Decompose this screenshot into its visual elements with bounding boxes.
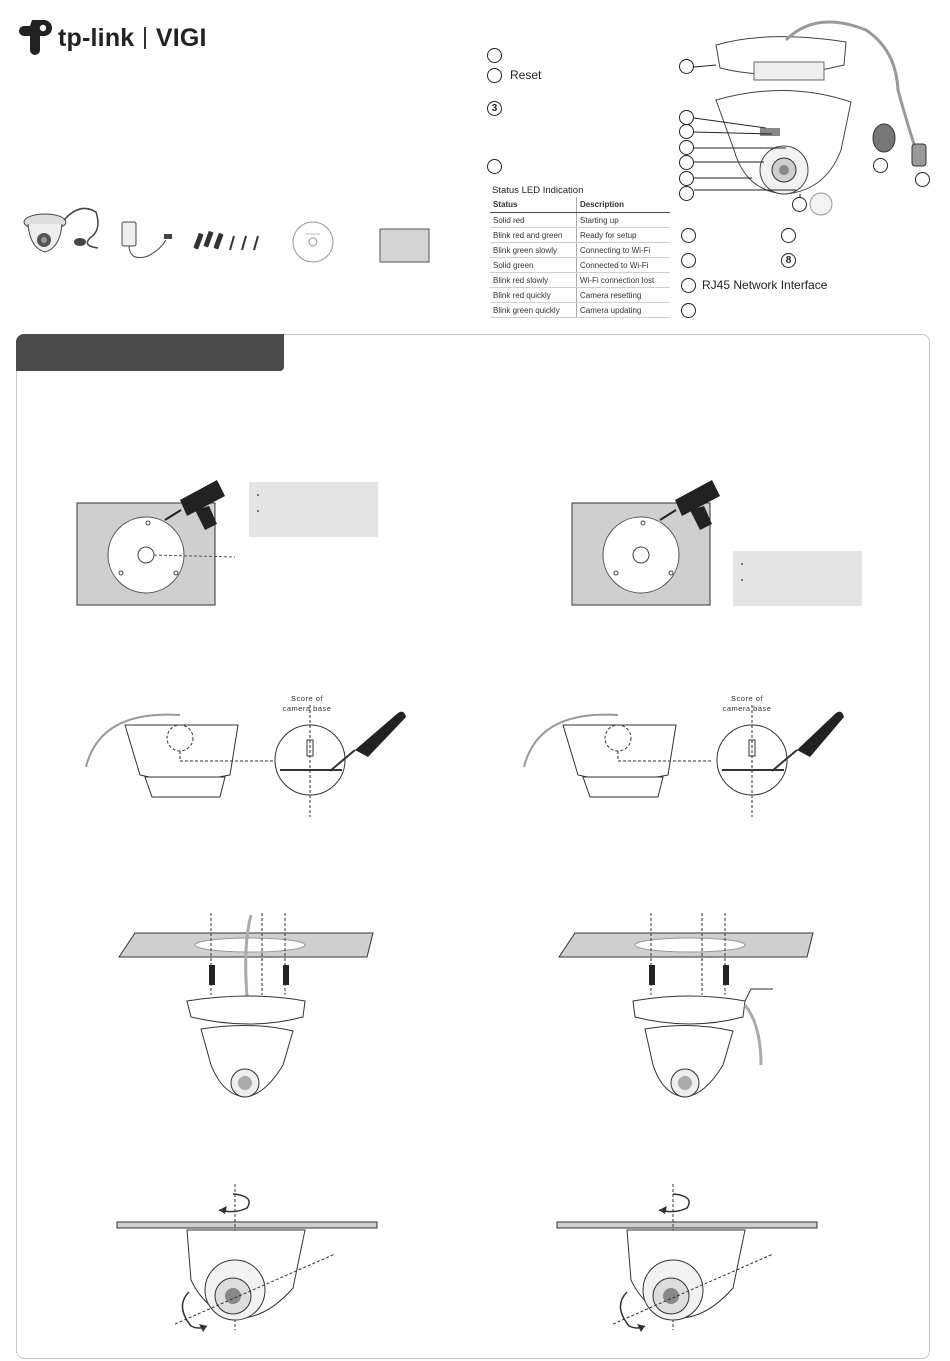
label-box (380, 229, 429, 262)
drill-step-left (70, 470, 250, 610)
diagram-callout-h (792, 197, 807, 212)
product-line: VIGI (155, 23, 207, 52)
table-row (490, 243, 670, 258)
diagram-callout-f (679, 171, 694, 186)
screwdriver-icon (772, 712, 844, 771)
installation-section-tab (16, 334, 284, 371)
screwdriver-icon (330, 712, 406, 771)
callout-3-circle: 3 (487, 101, 502, 116)
lower-callout-rj45 (681, 278, 696, 293)
status-cell: Blink red slowly (490, 273, 577, 288)
lower-callout-3 (681, 253, 696, 268)
score-label-line1: Score of (731, 694, 763, 703)
rj45-label: RJ45 Network Interface (702, 278, 828, 292)
note-bullet (751, 560, 862, 576)
brand-name: tp-link (58, 23, 135, 52)
table-row (490, 273, 670, 288)
package-contents (20, 200, 440, 270)
drill-step-right (565, 470, 745, 610)
camera-exploded-diagram (676, 10, 946, 225)
mount-step-left (115, 905, 380, 1110)
diagram-callout-i (873, 158, 888, 173)
brand-divider (144, 27, 146, 49)
description-cell: Connected to Wi-Fi (577, 258, 671, 273)
note-bullet (267, 491, 378, 507)
lower-callout-6 (681, 303, 696, 318)
adjust-step-right (555, 1180, 820, 1340)
mounting-template-illustration (293, 222, 333, 262)
power-adapter-illustration (122, 222, 172, 258)
header-description: Description (577, 197, 671, 213)
adjust-step-left (115, 1180, 380, 1340)
callout-4-circle (487, 159, 502, 174)
description-cell: Wi-Fi connection lost (577, 273, 671, 288)
description-cell: Camera resetting (577, 288, 671, 303)
score-label-line2: camera base (722, 704, 772, 713)
led-status-table (490, 197, 670, 318)
callout-reset-label: Reset (510, 68, 542, 82)
diagram-callout-b (679, 110, 694, 125)
mount-step-right (555, 905, 820, 1110)
header-status: Status (490, 197, 577, 213)
description-cell: Ready for setup (577, 228, 671, 243)
note-bullet (751, 576, 862, 592)
tilt-arrow-icon (620, 1292, 645, 1328)
table-row (490, 258, 670, 273)
diagram-callout-j (915, 172, 930, 187)
diagram-callout-g (679, 186, 694, 201)
status-cell: Blink green quickly (490, 303, 577, 318)
led-table-title: Status LED Indication (492, 185, 584, 196)
lower-callout-2 (781, 228, 796, 243)
note-box-left (249, 482, 378, 537)
score-label-line2: camera base (282, 704, 332, 713)
diagram-callout-a (679, 59, 694, 74)
brand-header (18, 18, 207, 58)
description-cell: Connecting to Wi-Fi (577, 243, 671, 258)
diagram-callout-c (679, 124, 694, 139)
description-cell: Starting up (577, 213, 671, 228)
table-row (490, 228, 670, 243)
screws-illustration (193, 231, 258, 250)
note-bullet (267, 507, 378, 523)
lower-callout-1 (681, 228, 696, 243)
tp-link-logo-icon (18, 18, 52, 58)
status-cell: Blink red and green (490, 228, 577, 243)
score-step-left (80, 705, 410, 820)
description-cell: Camera updating (577, 303, 671, 318)
status-cell: Solid green (490, 258, 577, 273)
table-row (490, 213, 670, 228)
score-step-right (518, 705, 848, 820)
diagram-callout-d (679, 140, 694, 155)
speaker-icon (810, 193, 832, 215)
mount-base (716, 37, 846, 80)
callout-1-circle (487, 48, 502, 63)
score-label-line1: Score of (291, 694, 323, 703)
status-cell: Blink green slowly (490, 243, 577, 258)
status-cell: Solid red (490, 213, 577, 228)
lower-callout-8: 8 (781, 253, 796, 268)
note-box-right (733, 551, 862, 606)
callout-2-circle (487, 68, 502, 83)
camera-illustration (24, 208, 98, 252)
diagram-callout-e (679, 155, 694, 170)
status-cell: Blink red quickly (490, 288, 577, 303)
table-row (490, 288, 670, 303)
table-row (490, 303, 670, 318)
led-table-header (490, 197, 670, 213)
